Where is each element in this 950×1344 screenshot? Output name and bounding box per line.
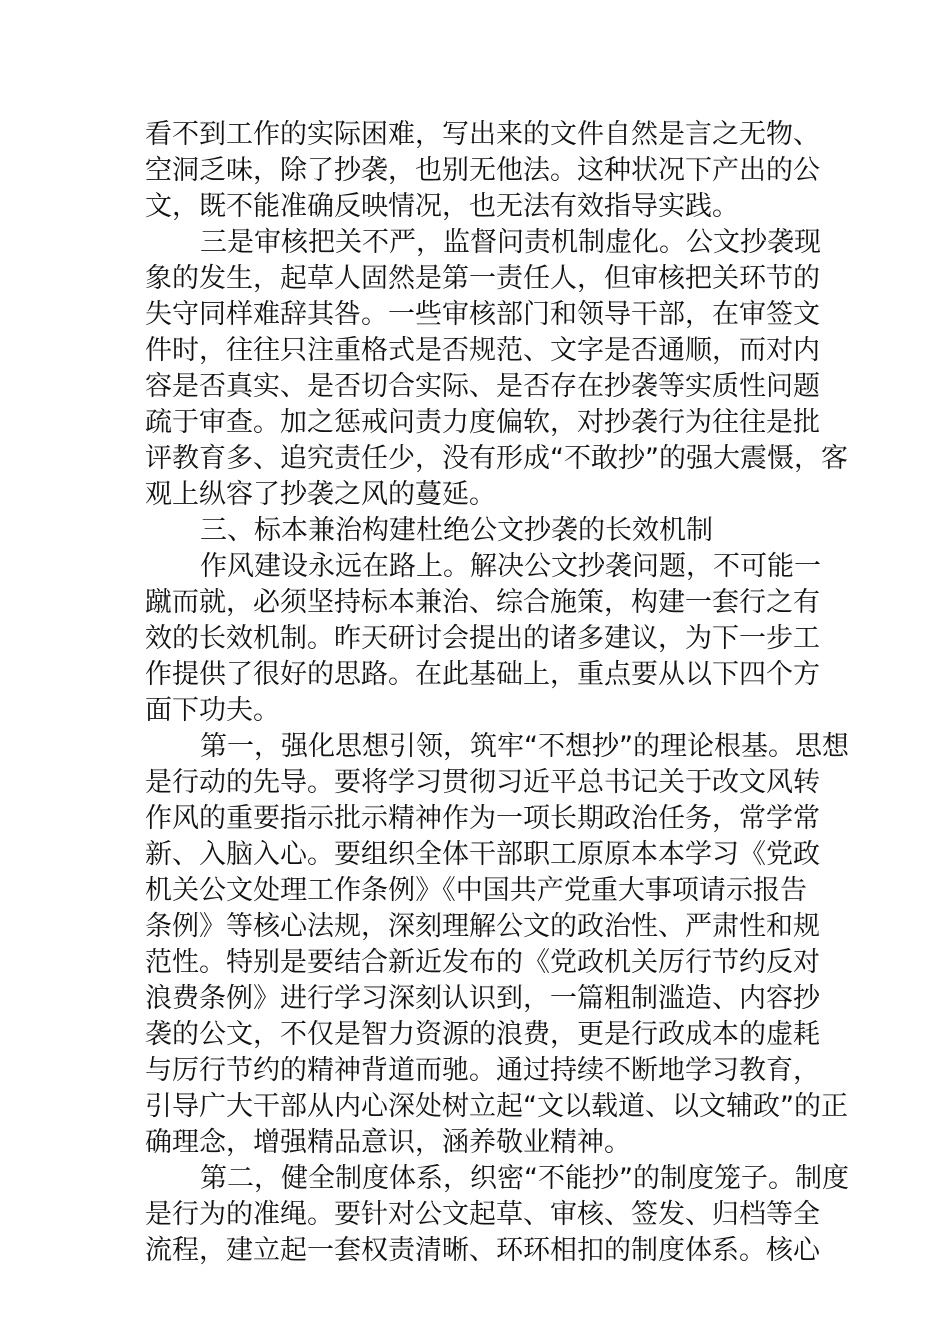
text-line: 评教育多、追究责任少，没有形成“不敢抄”的强大震慑，客 bbox=[145, 443, 848, 474]
text-line: 三、标本兼治构建杜绝公文抄袭的长效机制 bbox=[200, 515, 713, 546]
text-line: 流程，建立起一套权责清晰、环环相扣的制度体系。核心 bbox=[145, 1235, 820, 1266]
document-page bbox=[145, 117, 849, 1269]
text-line: 作风的重要指示批示精神作为一项长期政治任务，常学常 bbox=[145, 803, 820, 834]
text-line: 浪费条例》进行学习深刻认识到，一篇粗制滥造、内容抄 bbox=[145, 983, 820, 1014]
text-line: 观上纵容了抄袭之风的蔓延。 bbox=[145, 479, 496, 510]
text-line: 范性。特别是要结合新近发布的《党政机关厉行节约反对 bbox=[145, 947, 820, 978]
paragraph bbox=[145, 225, 848, 513]
text-line: 象的发生，起草人固然是第一责任人，但审核把关环节的 bbox=[145, 263, 820, 294]
text-line: 袭的公文，不仅是智力资源的浪费，更是行政成本的虚耗 bbox=[145, 1019, 820, 1050]
text-line: 容是否真实、是否切合实际、是否存在抄袭等实质性问题 bbox=[145, 371, 820, 402]
text-line: 面下功夫。 bbox=[145, 695, 280, 726]
paragraph bbox=[145, 549, 821, 729]
text-line: 是行动的先导。要将学习贯彻习近平总书记关于改文风转 bbox=[145, 767, 820, 798]
text-line: 件时，往往只注重格式是否规范、文字是否通顺，而对内 bbox=[145, 335, 820, 366]
text-line: 效的长效机制。昨天研讨会提出的诸多建议，为下一步工 bbox=[145, 623, 820, 654]
paragraph bbox=[145, 117, 820, 225]
text-line: 引导广大干部从内心深处树立起“文以载道、以文辅政”的正 bbox=[145, 1091, 848, 1122]
text-line: 失守同样难辞其咎。一些审核部门和领导干部，在审签文 bbox=[145, 299, 820, 330]
text-line: 确理念，增强精品意识，涵养敬业精神。 bbox=[145, 1127, 631, 1158]
text-line: 作风建设永远在路上。解决公文抄袭问题，不可能一 bbox=[200, 551, 821, 582]
text-line: 疏于审查。加之惩戒问责力度偏软，对抄袭行为往往是批 bbox=[145, 407, 820, 438]
text-line: 空洞乏味，除了抄袭，也别无他法。这种状况下产出的公 bbox=[145, 155, 820, 186]
section-heading bbox=[145, 513, 807, 549]
paragraph bbox=[145, 1161, 849, 1269]
paragraph bbox=[145, 729, 849, 1161]
text-line: 三是审核把关不严，监督问责机制虚化。公文抄袭现 bbox=[200, 227, 821, 258]
text-line: 是行为的准绳。要针对公文起草、审核、签发、归档等全 bbox=[145, 1199, 820, 1230]
text-line: 文，既不能准确反映情况，也无法有效指导实践。 bbox=[145, 191, 739, 222]
text-line: 条例》等核心法规，深刻理解公文的政治性、严肃性和规 bbox=[145, 911, 820, 942]
text-line: 第一，强化思想引领，筑牢“不想抄”的理论根基。思想 bbox=[200, 731, 849, 762]
text-line: 作提供了很好的思路。在此基础上，重点要从以下四个方 bbox=[145, 659, 820, 690]
text-line: 机关公文处理工作条例》《中国共产党重大事项请示报告 bbox=[145, 875, 807, 906]
text-line: 蹴而就，必须坚持标本兼治、综合施策，构建一套行之有 bbox=[145, 587, 820, 618]
text-line: 看不到工作的实际困难，写出来的文件自然是言之无物、 bbox=[145, 119, 820, 150]
text-line: 第二，健全制度体系，织密“不能抄”的制度笼子。制度 bbox=[200, 1163, 849, 1194]
text-line: 与厉行节约的精神背道而驰。通过持续不断地学习教育， bbox=[145, 1055, 820, 1086]
text-line: 新、入脑入心。要组织全体干部职工原原本本学习《党政 bbox=[145, 839, 820, 870]
